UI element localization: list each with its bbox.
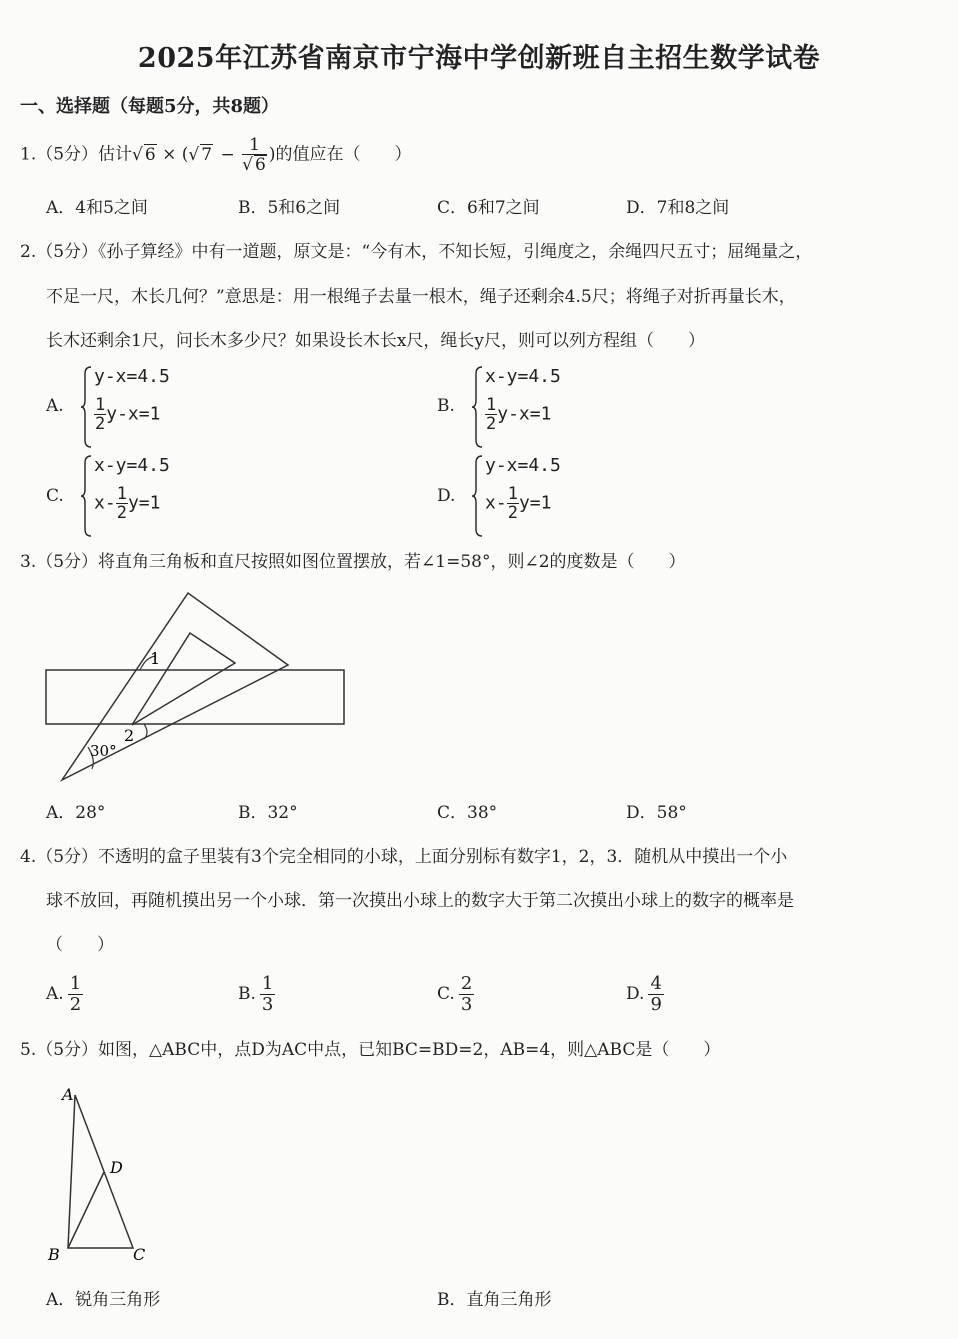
q5-option-a: A．锐角三角形: [46, 1290, 161, 1310]
q1-option-b: B．5和6之间: [238, 198, 341, 218]
sqrt-7: √ 7: [188, 144, 213, 165]
q4-option-d: D. $\frac{4}{9}$: [626, 973, 662, 1015]
exam-title: 2025年江苏省南京市宁海中学创新班自主招生数学试卷: [137, 43, 821, 74]
q5-option-b: B．直角三角形: [437, 1290, 552, 1310]
q2-line-1: 2.（5分）《孙子算经》中有一道题，原文是：“今有木，不知长短，引绳度之，余绳四尺五寸；屈绳量之，: [20, 242, 813, 262]
q2-line-2: 不足一尺，木长几何？”意思是：用一根绳子去量一根木，绳子还剩余4.5尺；将绳子对折再量长木，: [46, 287, 796, 307]
angle-1-label: 1: [150, 649, 161, 668]
question-5: 5.（5分）如图，△ABC中，点D为AC中点，已知BC=BD=2，AB=4，则△ABC是（ ）: [20, 1040, 721, 1060]
triangle-abc: [68, 1095, 133, 1248]
brace-icon: [471, 455, 483, 537]
brace-icon: [471, 366, 483, 448]
q3-option-c: C．38°: [437, 803, 498, 823]
point-b-label: B: [48, 1245, 60, 1264]
open-paren: (: [181, 144, 189, 165]
q2-option-c-label: C.: [46, 486, 64, 506]
q2-line-3: 长木还剩余1尺，问长木多少尺？如果设长木长x尺，绳长y尺，则可以列方程组（ ）: [46, 331, 706, 351]
brace-icon: [80, 455, 92, 537]
q1-option-a: A．4和5之间: [46, 198, 148, 218]
point-d-label: D: [110, 1158, 123, 1177]
q1-suffix: )的值应在（ ）: [268, 144, 412, 165]
question-1: 1.（5分）估计√ 6 × (√ 7 − $\frac{1}{√ 6}$ )的值应在（ ）: [20, 135, 412, 175]
point-a-label: A: [62, 1085, 74, 1104]
q4-line-3: （ ）: [46, 935, 114, 955]
q3-option-d: D．58°: [626, 803, 687, 823]
angle-30-label: 30°: [90, 742, 117, 760]
segment-bd: [68, 1172, 104, 1248]
q4-option-b: B. $\frac{1}{3}$: [238, 973, 274, 1015]
point-c-label: C: [133, 1245, 146, 1264]
sqrt-6: √ 6: [132, 144, 156, 165]
angle-2-label: 2: [124, 726, 135, 745]
q2-option-d-label: D.: [437, 486, 456, 506]
q1-prefix: 1.（5分）估计: [20, 144, 133, 165]
fraction-1-over-sqrt6: $\frac{1}{√ 6}$: [242, 135, 266, 175]
q4-line-2: 球不放回，再随机摸出另一个小球．第一次摸出小球上的数字大于第二次摸出小球上的数字的概率是: [46, 891, 794, 911]
q4-option-c: C. $\frac{2}{3}$: [437, 973, 473, 1015]
q3-option-b: B．32°: [238, 803, 298, 823]
q1-option-d: D．7和8之间: [626, 198, 730, 218]
q5-triangle-figure: [40, 1080, 160, 1270]
q2-option-b-label: B.: [437, 396, 455, 416]
q3-triangle-ruler-figure: [40, 585, 360, 790]
question-3: 3.（5分）将直角三角板和直尺按照如图位置摆放，若∠1=58°，则∠2的度数是（ ）: [20, 552, 686, 572]
times-sign: ×: [162, 144, 177, 165]
q1-option-c: C．6和7之间: [437, 198, 540, 218]
q4-line-1: 4.（5分）不透明的盒子里装有3个完全相同的小球，上面分别标有数字1，2，3．随机从中摸出一个小: [20, 847, 788, 867]
ruler: [46, 670, 344, 724]
q3-option-a: A．28°: [46, 803, 106, 823]
brace-icon: [80, 366, 92, 448]
q4-option-a: A. $\frac{1}{2}$: [46, 973, 82, 1015]
q2-option-a-label: A.: [46, 396, 64, 416]
section-heading: 一、选择题（每题5分，共8题）: [20, 96, 280, 117]
set-square-inner: [132, 633, 235, 725]
